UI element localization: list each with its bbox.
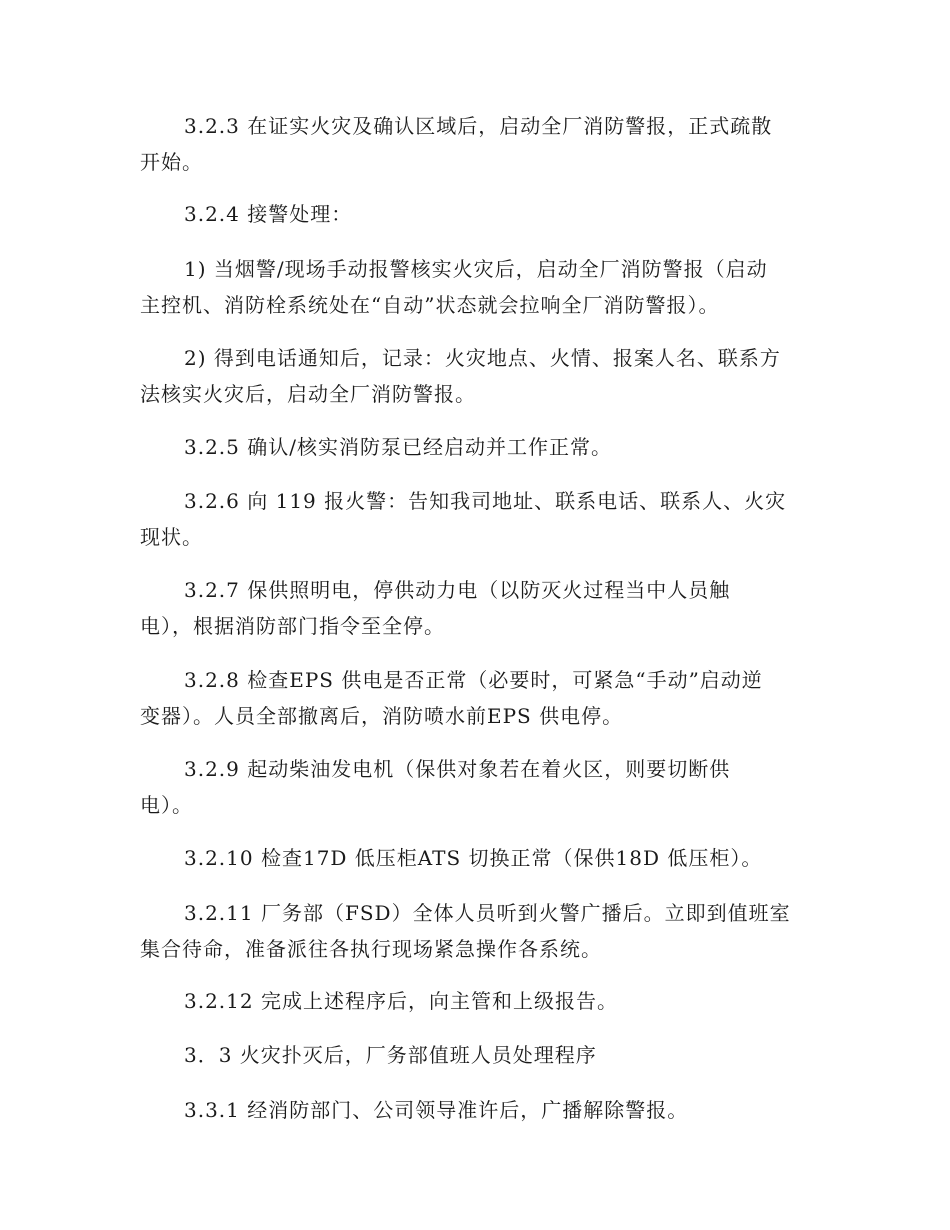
paragraph-3-2-3	[140, 108, 810, 180]
paragraph-3-2-12	[140, 983, 810, 1019]
text-line: 3.2.9 起动柴油发电机（保供对象若在着火区，则要切断供	[184, 757, 731, 781]
text-line: 集合待命，准备派往各执行现场紧急操作各系统。	[140, 937, 602, 961]
paragraph-item-1	[140, 251, 810, 323]
text-line: 3.2.8 检查EPS 供电是否正常（必要时，可紧急“手动”启动逆	[184, 668, 763, 692]
paragraph-item-2	[140, 340, 810, 412]
text-line: 变器）。人员全部撤离后，消防喷水前EPS 供电停。	[140, 704, 624, 728]
paragraph-3-2-5	[140, 429, 810, 465]
text-line: 2) 得到电话通知后，记录：火灾地点、火情、报案人名、联系方	[184, 346, 781, 370]
text-line: 3.2.10 检查17D 低压柜ATS 切换正常（保供18D 低压柜）。	[184, 846, 763, 870]
paragraph-3-2-11	[140, 895, 810, 967]
text-line: 3.2.3 在证实火灾及确认区域后，启动全厂消防警报，正式疏散	[184, 114, 773, 138]
paragraph-3-2-10	[140, 840, 810, 876]
paragraph-3-2-7	[140, 572, 810, 644]
text-line: 开始。	[140, 150, 203, 174]
text-line: 3.2.5 确认/核实消防泵已经启动并工作正常。	[184, 435, 612, 459]
paragraph-3-3-1	[140, 1092, 810, 1128]
text-line: 电），根据消防部门指令至全停。	[140, 614, 445, 638]
text-line: 3.2.6 向 119 报火警：告知我司地址、联系电话、联系人、火灾	[184, 489, 787, 513]
text-line: 1) 当烟警/现场手动报警核实火灾后，启动全厂消防警报（启动	[184, 257, 768, 281]
text-line: 3．3 火灾扑灭后，厂务部值班人员处理程序	[184, 1043, 597, 1067]
section-heading-3-3	[140, 1037, 810, 1073]
text-line: 法核实火灾后，启动全厂消防警报。	[140, 382, 476, 406]
text-line: 3.2.4 接警处理：	[184, 202, 353, 226]
text-line: 现状。	[140, 525, 203, 549]
text-line: 主控机、消防栓系统处在“自动”状态就会拉响全厂消防警报）。	[140, 293, 720, 317]
paragraph-3-2-9	[140, 751, 810, 823]
paragraph-3-2-6	[140, 483, 810, 555]
paragraph-3-2-4	[140, 196, 810, 232]
text-line: 3.2.7 保供照明电，停供动力电（以防灭火过程当中人员触	[184, 578, 731, 602]
paragraph-3-2-8	[140, 662, 810, 734]
text-line: 3.3.1 经消防部门、公司领导准许后，广播解除警报。	[184, 1098, 689, 1122]
text-line: 3.2.12 完成上述程序后，向主管和上级报告。	[184, 989, 618, 1013]
text-line: 电）。	[140, 793, 193, 817]
text-line: 3.2.11 厂务部（FSD）全体人员听到火警广播后。立即到值班室	[184, 901, 791, 925]
